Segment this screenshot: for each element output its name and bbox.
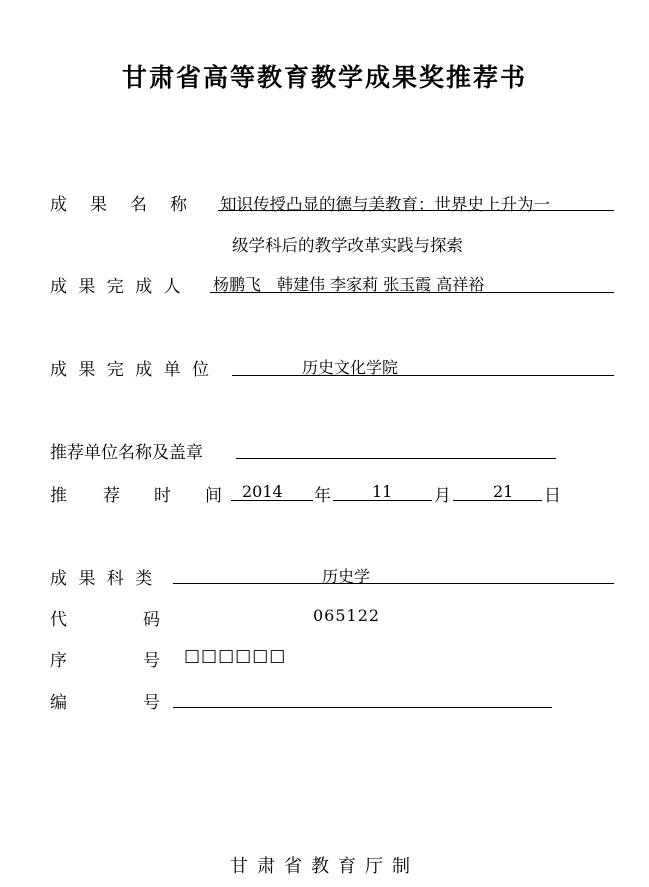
date-year-value: 2014: [242, 482, 283, 501]
code-label-char-2: 码: [143, 610, 160, 630]
number-label-char-2: 号: [143, 693, 160, 713]
recommender-label: 推荐单位名称及盖章: [50, 443, 203, 463]
code-label-char-1: 代: [50, 610, 67, 630]
category-underline: [173, 583, 614, 584]
code-value: 065122: [313, 606, 381, 625]
achievement-name-value-line2: 级学科后的教学改革实践与探索: [232, 236, 463, 255]
date-month-value: 11: [372, 482, 393, 501]
date-label-char-4: 间: [205, 486, 222, 506]
date-month-unit: 月: [434, 486, 451, 506]
date-label-char-2: 荐: [103, 486, 120, 506]
achievement-name-label-char-3: 名: [130, 195, 147, 215]
achievement-name-value-line1: 知识传授凸显的德与美教育：世界史上升为一: [220, 195, 550, 214]
serial-label-char-2: 号: [143, 651, 160, 671]
unit-value: 历史文化学院: [302, 358, 399, 377]
date-day-value: 21: [493, 482, 514, 501]
achievement-name-underline-1: [218, 210, 614, 211]
date-day-unit: 日: [544, 486, 561, 506]
serial-label-char-1: 序: [50, 651, 67, 671]
completers-value: 杨鹏飞 韩建伟 李家莉 张玉霞 高祥裕: [213, 275, 485, 294]
unit-underline: [232, 375, 614, 376]
serial-boxes[interactable]: □□□□□□: [184, 646, 287, 666]
date-month-underline: [333, 500, 432, 501]
issuer-footer: 甘肃省教育厅制: [230, 856, 419, 877]
achievement-name-label-char-4: 称: [170, 195, 187, 215]
category-label: 成 果 科 类: [50, 569, 156, 589]
date-label-char-3: 时: [154, 486, 171, 506]
achievement-name-label-char-1: 成: [50, 195, 67, 215]
date-label-char-1: 推: [50, 486, 67, 506]
date-year-underline: [231, 500, 313, 501]
completers-underline: [210, 292, 614, 293]
unit-label: 成 果 完 成 单 位: [50, 360, 213, 380]
number-underline: [173, 707, 552, 708]
number-label-char-1: 编: [50, 693, 67, 713]
recommender-underline: [236, 458, 556, 459]
document-title: 甘肃省高等教育教学成果奖推荐书: [121, 63, 527, 92]
completers-label: 成 果 完 成 人: [50, 277, 184, 297]
date-day-underline: [453, 500, 542, 501]
category-value: 历史学: [322, 567, 371, 586]
date-year-unit: 年: [314, 486, 331, 506]
achievement-name-label-char-2: 果: [90, 195, 107, 215]
